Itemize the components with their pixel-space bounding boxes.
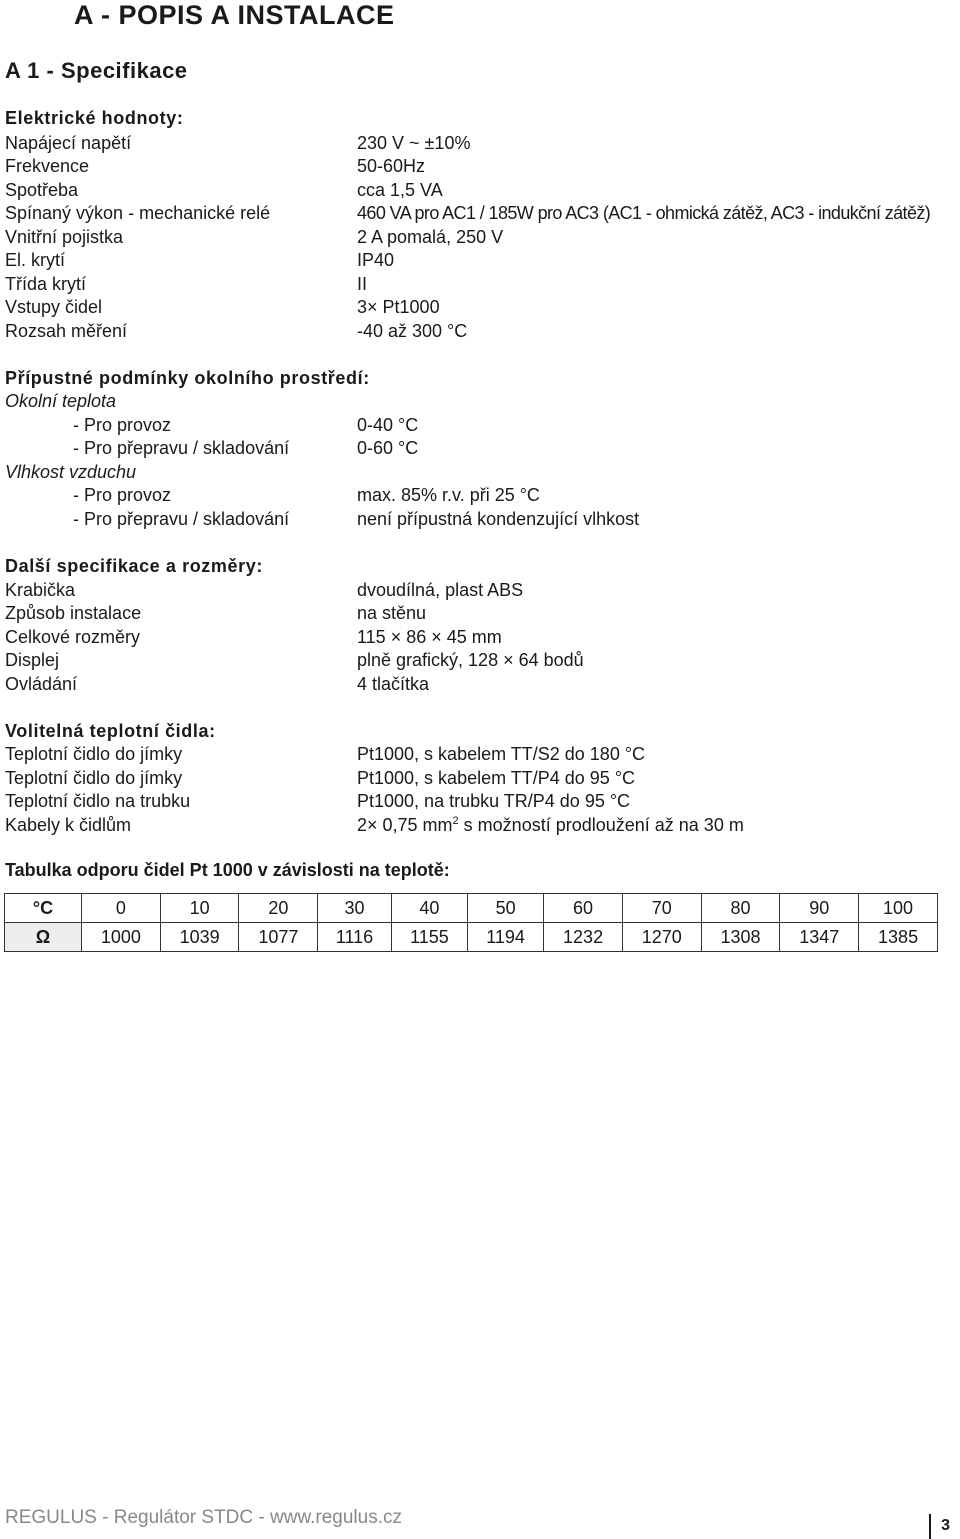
table-cell-temp: 70 <box>622 894 701 923</box>
spec-label: Celkové rozměry <box>5 627 141 647</box>
ambient-temp-label: Okolní teplota <box>5 391 117 411</box>
spec-value: na stěnu <box>357 603 427 623</box>
table-cell-ohm: 1308 <box>701 923 780 952</box>
spec-label: Spínaný výkon - mechanické relé <box>5 203 271 223</box>
spec-value: plně grafický, 128 × 64 bodů <box>357 650 584 670</box>
spec-value: není přípustná kondenzující vlhkost <box>357 509 640 529</box>
other-specs-heading: Další specifikace a rozměry: <box>5 556 263 576</box>
spec-row <box>5 674 960 697</box>
spec-row <box>5 485 960 508</box>
footer-text: REGULUS - Regulátor STDC - www.regulus.cz <box>5 1507 402 1528</box>
table-cell-temp: 80 <box>701 894 780 923</box>
spec-value: 115 × 86 × 45 mm <box>357 627 502 647</box>
spec-value: 4 tlačítka <box>357 674 430 694</box>
table-cell-temp: 60 <box>544 894 623 923</box>
spec-label: Displej <box>5 650 60 670</box>
spec-value: 3× Pt1000 <box>357 297 440 317</box>
spec-row <box>5 815 960 838</box>
spec-value: IP40 <box>357 250 395 270</box>
spec-row <box>5 438 960 461</box>
spec-label: Třída krytí <box>5 274 87 294</box>
spec-value: Pt1000, na trubku TR/P4 do 95 °C <box>357 791 631 811</box>
table-cell-ohm: 1039 <box>160 923 239 952</box>
table-cell-temp: 20 <box>239 894 318 923</box>
table-cell-temp: 0 <box>82 894 161 923</box>
section-subtitle: A 1 - Specifikace <box>5 58 188 83</box>
spec-label: - Pro provoz <box>73 485 172 505</box>
spec-value: -40 až 300 °C <box>357 321 468 341</box>
table-cell-ohm: 1385 <box>859 923 938 952</box>
spec-row <box>5 462 960 485</box>
spec-row <box>5 744 960 767</box>
spec-row <box>5 203 960 226</box>
spec-row <box>5 250 960 273</box>
spec-label: Teplotní čidlo na trubku <box>5 791 191 811</box>
spec-label: Způsob instalace <box>5 603 142 623</box>
humidity-label: Vlhkost vzduchu <box>5 462 137 482</box>
table-row-temperature <box>5 894 938 923</box>
spec-row <box>5 227 960 250</box>
table-cell-ohm: 1194 <box>468 923 544 952</box>
spec-label: - Pro přepravu / skladování <box>73 438 290 458</box>
table-cell-ohm: 1155 <box>391 923 467 952</box>
sensors-heading: Volitelná teplotní čidla: <box>5 721 216 741</box>
cable-spec-sup: 2 <box>452 815 459 827</box>
footer-divider <box>929 1514 931 1539</box>
table-header-ohm: Ω <box>5 923 82 952</box>
spec-row <box>5 768 960 791</box>
table-header-celsius: °C <box>5 894 82 923</box>
table-cell-ohm: 1116 <box>318 923 392 952</box>
spec-value: 0-40 °C <box>357 415 419 435</box>
cable-spec-a: 2× 0,75 mm <box>357 815 453 835</box>
spec-row <box>5 156 960 179</box>
spec-value: 50-60Hz <box>357 156 426 176</box>
page-title: A - POPIS A INSTALACE <box>74 0 395 30</box>
table-cell-temp: 100 <box>859 894 938 923</box>
spec-row <box>5 321 960 344</box>
spec-label: Krabička <box>5 580 76 600</box>
table-cell-ohm: 1347 <box>780 923 859 952</box>
spec-row <box>5 603 960 626</box>
spec-label: Napájecí napětí <box>5 133 132 153</box>
spec-label: El. krytí <box>5 250 66 270</box>
spec-label: Spotřeba <box>5 180 79 200</box>
environment-heading: Přípustné podmínky okolního prostředí: <box>5 368 370 388</box>
spec-row <box>5 133 960 156</box>
spec-row <box>5 791 960 814</box>
spec-value: 0-60 °C <box>357 438 419 458</box>
spec-row <box>5 509 960 532</box>
spec-label: Kabely k čidlům <box>5 815 132 835</box>
spec-label: Ovládání <box>5 674 78 694</box>
table-cell-temp: 40 <box>391 894 467 923</box>
spec-row <box>5 580 960 603</box>
spec-value: Pt1000, s kabelem TT/S2 do 180 °C <box>357 744 646 764</box>
spec-label: - Pro přepravu / skladování <box>73 509 290 529</box>
table-cell-temp: 50 <box>468 894 544 923</box>
spec-value <box>357 815 744 836</box>
table-cell-temp: 30 <box>318 894 392 923</box>
spec-label: Teplotní čidlo do jímky <box>5 744 183 764</box>
spec-row <box>5 297 960 320</box>
spec-row <box>5 180 960 203</box>
table-cell-temp: 10 <box>160 894 239 923</box>
spec-value: dvoudílná, plast ABS <box>357 580 524 600</box>
spec-row <box>5 274 960 297</box>
spec-label: - Pro provoz <box>73 415 172 435</box>
spec-value: 230 V ~ ±10% <box>357 133 471 153</box>
spec-row <box>5 650 960 673</box>
table-row-resistance <box>5 923 938 952</box>
table-title: Tabulka odporu čidel Pt 1000 v závislosti na teplotě: <box>5 860 450 880</box>
spec-row <box>5 627 960 650</box>
cable-spec-b: s možností prodloužení až na 30 m <box>458 815 744 835</box>
table-cell-ohm: 1077 <box>239 923 318 952</box>
spec-label: Frekvence <box>5 156 90 176</box>
spec-label: Teplotní čidlo do jímky <box>5 768 183 788</box>
electrical-heading: Elektrické hodnoty: <box>5 108 184 128</box>
spec-row <box>5 415 960 438</box>
table-cell-ohm: 1270 <box>622 923 701 952</box>
spec-label: Vnitřní pojistka <box>5 227 124 247</box>
table-cell-ohm: 1232 <box>544 923 623 952</box>
spec-value: II <box>357 274 368 294</box>
spec-value: cca 1,5 VA <box>357 180 443 200</box>
spec-value: 2 A pomalá, 250 V <box>357 227 504 247</box>
resistance-table <box>4 893 938 952</box>
spec-label: Rozsah měření <box>5 321 128 341</box>
spec-value: 460 VA pro AC1 / 185W pro AC3 (AC1 - ohmická zátěž, AC3 - indukční zátěž) <box>357 203 931 223</box>
table-cell-temp: 90 <box>780 894 859 923</box>
spec-row <box>5 391 960 414</box>
spec-value: max. 85% r.v. při 25 °C <box>357 485 540 505</box>
page-number: 3 <box>941 1517 950 1534</box>
spec-value: Pt1000, s kabelem TT/P4 do 95 °C <box>357 768 636 788</box>
spec-label: Vstupy čidel <box>5 297 103 317</box>
table-cell-ohm: 1000 <box>82 923 161 952</box>
